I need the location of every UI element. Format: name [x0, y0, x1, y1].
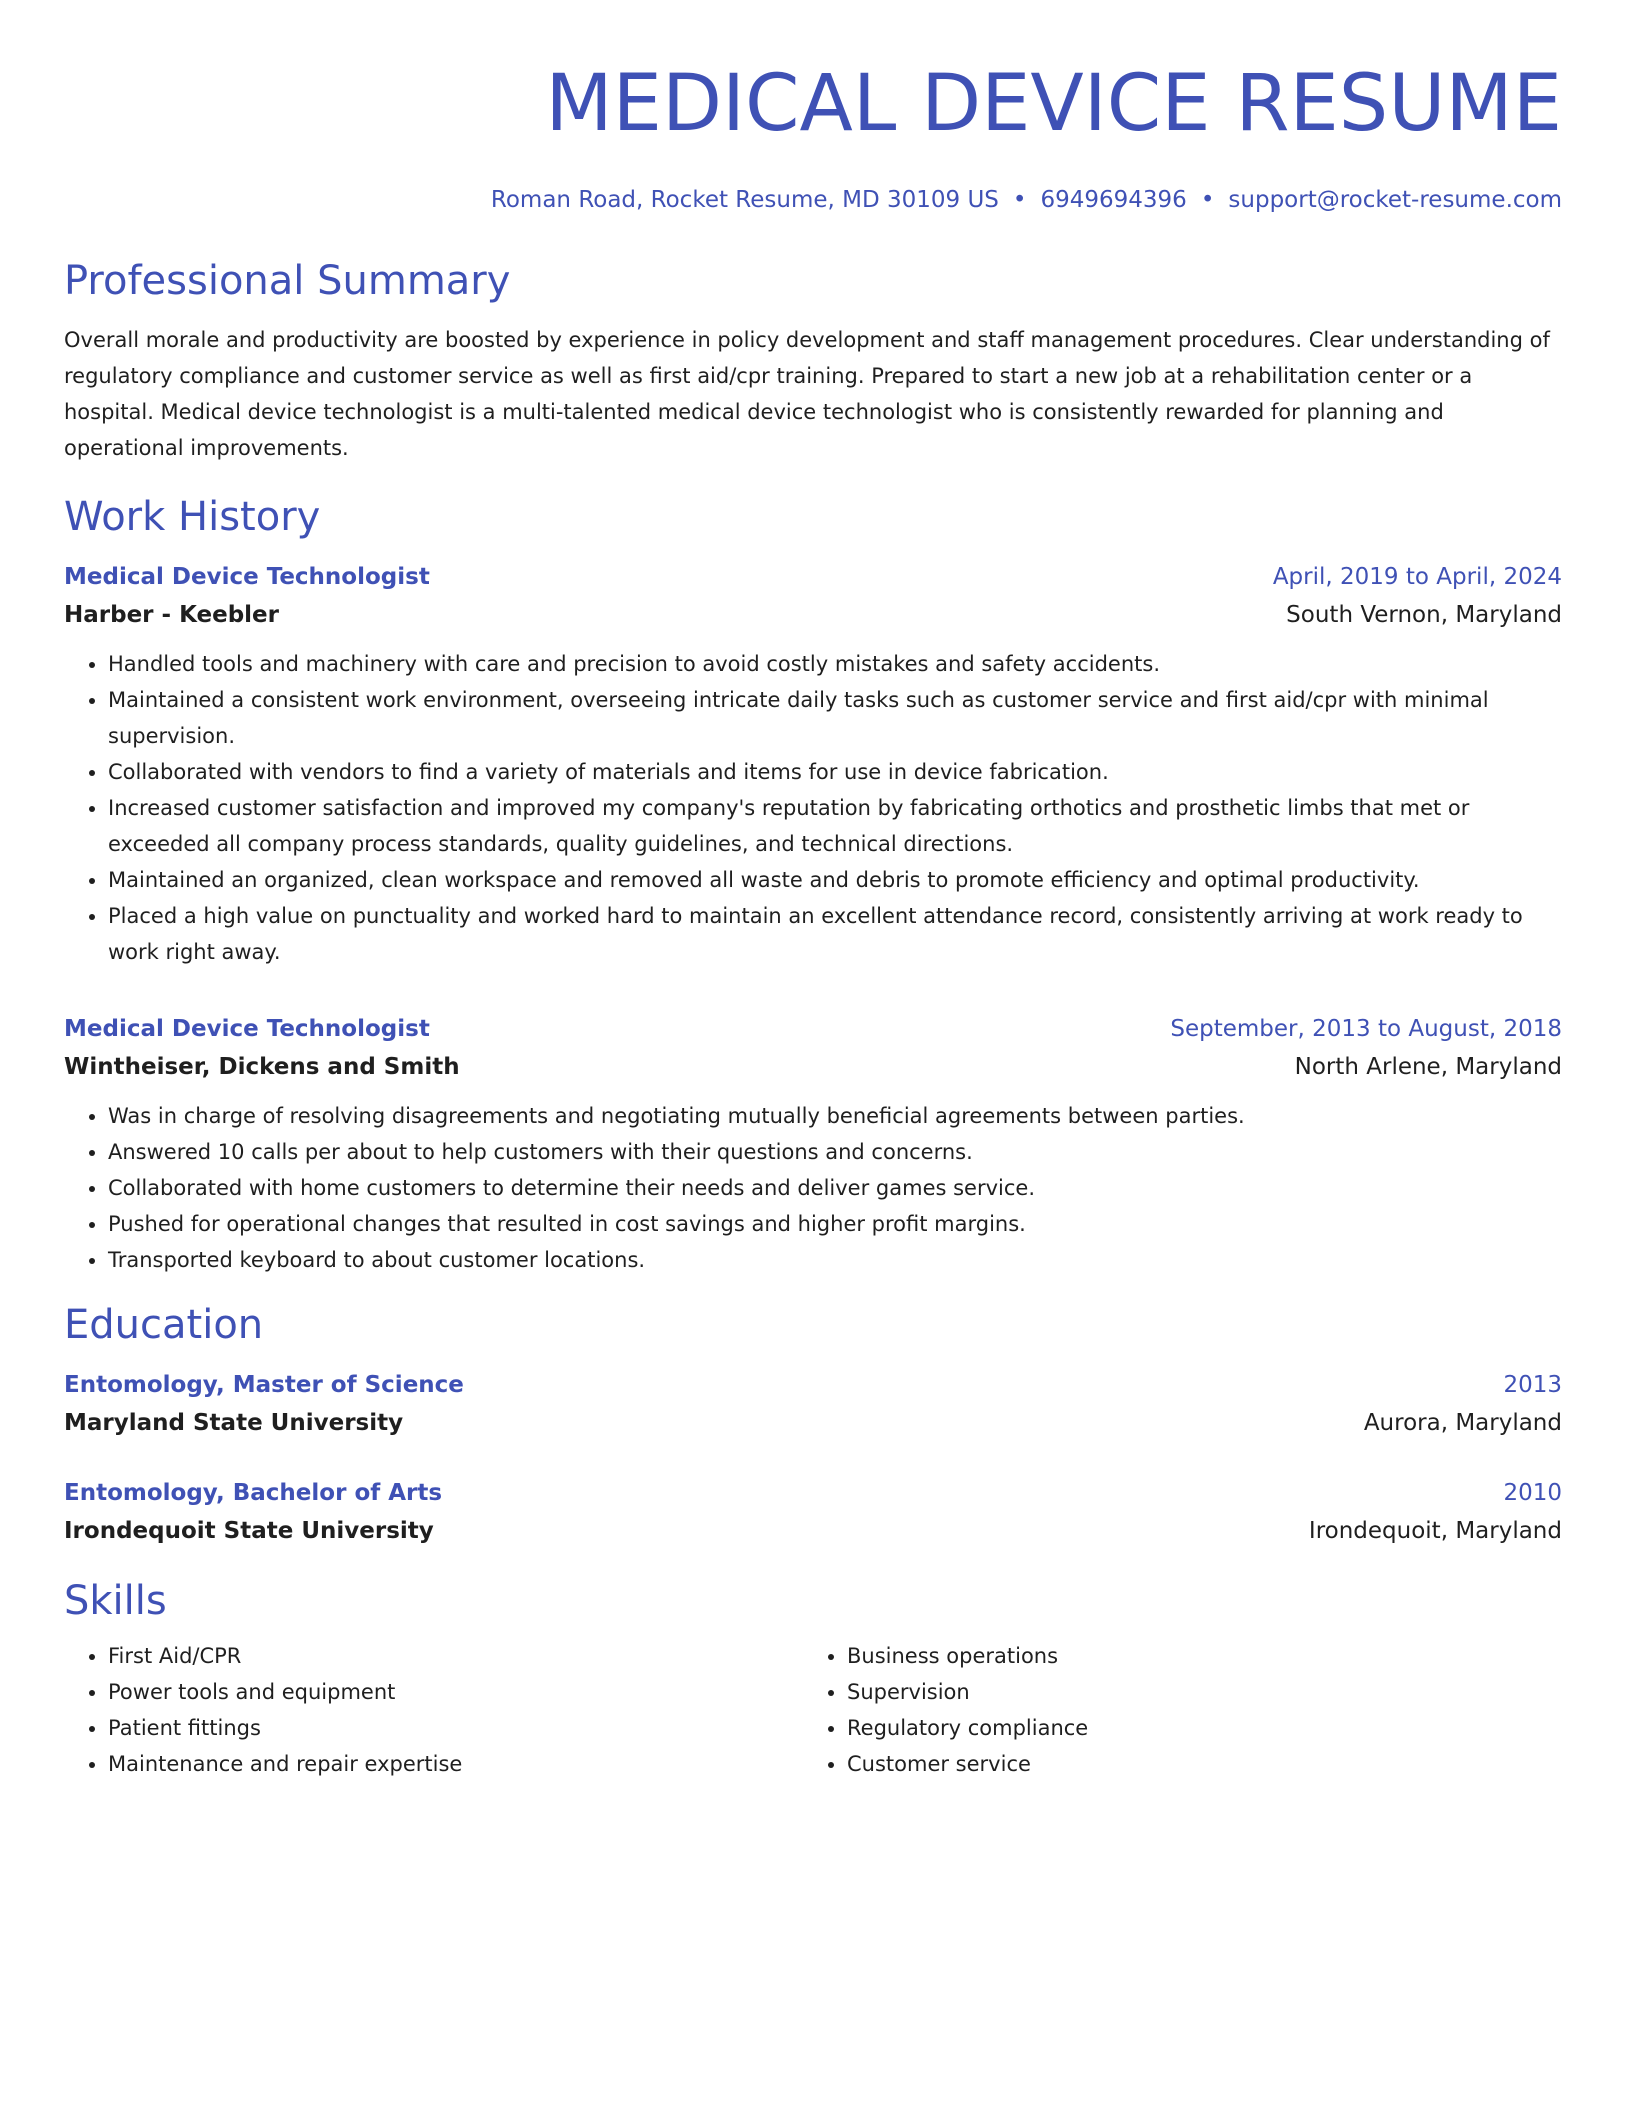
- skill-item: • Maintenance and repair expertise: [108, 1746, 803, 1782]
- job-dates: September, 2013 to August, 2018: [1170, 1016, 1562, 1042]
- contact-email: support@rocket-resume.com: [1228, 187, 1562, 213]
- school-row: [64, 1404, 1562, 1442]
- school-location: Irondequoit, Maryland: [1308, 1518, 1562, 1544]
- job-bullet: • Placed a high value on punctuality and worked hard to maintain an excellent attendance record, consistently arriving at work ready to work right away.: [108, 898, 1562, 970]
- job-title-row: [64, 1010, 1562, 1048]
- resume-title: MEDICAL DEVICE RESUME: [545, 59, 1562, 149]
- job-location: North Arlene, Maryland: [1294, 1054, 1562, 1080]
- job-title-row: [64, 558, 1562, 596]
- skill-item: • Supervision: [847, 1674, 1542, 1710]
- skill-item: • Business operations: [847, 1638, 1542, 1674]
- degree-name: Entomology, Bachelor of Arts: [64, 1480, 443, 1506]
- job-title: Medical Device Technologist: [64, 1016, 430, 1042]
- summary-section: [64, 256, 1562, 466]
- education-heading: Education: [64, 1302, 264, 1348]
- school-name: Maryland State University: [64, 1410, 404, 1436]
- job-bullet: • Increased customer satisfaction and improved my company's reputation by fabricating orthotics and prosthetic limbs that met or exceeded all company process standards, quality guidelines, and technical directions.: [108, 790, 1562, 862]
- job-bullet: • Collaborated with home customers to determine their needs and deliver games service.: [108, 1170, 1562, 1206]
- skills-columns: [64, 1638, 1562, 1782]
- contact-address: Roman Road, Rocket Resume, MD 30109 US: [490, 187, 999, 213]
- contact-separator: •: [1012, 187, 1027, 213]
- job-bullet: • Transported keyboard to about customer locations.: [108, 1242, 1562, 1278]
- graduation-year: 2010: [1503, 1480, 1562, 1506]
- degree-row: [64, 1474, 1562, 1512]
- contact-line: [64, 184, 1562, 216]
- school-location: Aurora, Maryland: [1363, 1410, 1562, 1436]
- work-history-heading: Work History: [64, 494, 321, 540]
- school-row: [64, 1512, 1562, 1550]
- skill-item: • First Aid/CPR: [108, 1638, 803, 1674]
- summary-heading: Professional Summary: [64, 258, 511, 304]
- company-name: Wintheiser, Dickens and Smith: [64, 1054, 460, 1080]
- skills-section: [64, 1576, 1562, 1782]
- skills-heading: Skills: [64, 1578, 167, 1624]
- skills-list-left: [64, 1638, 803, 1782]
- skill-item: • Customer service: [847, 1746, 1542, 1782]
- job-bullets: [64, 1098, 1562, 1278]
- job-bullet: • Answered 10 calls per about to help customers with their questions and concerns.: [108, 1134, 1562, 1170]
- job-bullet: • Pushed for operational changes that resulted in cost savings and higher profit margins.: [108, 1206, 1562, 1242]
- job-bullet: • Collaborated with vendors to find a variety of materials and items for use in device fabrication.: [108, 754, 1562, 790]
- job-title: Medical Device Technologist: [64, 564, 430, 590]
- school-name: Irondequoit State University: [64, 1518, 434, 1544]
- contact-separator: •: [1200, 187, 1215, 213]
- job-dates: April, 2019 to April, 2024: [1272, 564, 1562, 590]
- education-section: [64, 1300, 1562, 1550]
- education-entry: [64, 1366, 1562, 1442]
- education-entry: [64, 1474, 1562, 1550]
- company-row: [64, 596, 1562, 634]
- skills-list-right: [803, 1638, 1542, 1782]
- resume-page: [64, 0, 1562, 1782]
- job-bullets: [64, 646, 1562, 970]
- skill-item: • Regulatory compliance: [847, 1710, 1542, 1746]
- job-bullet: • Maintained an organized, clean workspace and removed all waste and debris to promote efficiency and optimal productivity.: [108, 862, 1562, 898]
- job-location: South Vernon, Maryland: [1286, 602, 1562, 628]
- job-bullet: • Maintained a consistent work environment, overseeing intricate daily tasks such as customer service and first aid/cpr with minimal supervision.: [108, 682, 1562, 754]
- job-entry: [64, 1010, 1562, 1278]
- job-bullet: • Handled tools and machinery with care and precision to avoid costly mistakes and safety accidents.: [108, 646, 1562, 682]
- job-entry: [64, 558, 1562, 970]
- skill-item: • Power tools and equipment: [108, 1674, 803, 1710]
- graduation-year: 2013: [1503, 1372, 1562, 1398]
- skill-item: • Patient fittings: [108, 1710, 803, 1746]
- work-history-section: [64, 492, 1562, 1278]
- summary-text: Overall morale and productivity are boosted by experience in policy development and staff management procedures. Clear understanding of regulatory compliance and customer service as well as first aid/cpr training. Prepared to start a new job at a rehabilitation center or a hospital. Medical device technologist is a multi-talented medical device technologist who is consistently rewarded for planning and operational improvements.: [64, 328, 1550, 460]
- job-bullet: • Was in charge of resolving disagreements and negotiating mutually beneficial agreements between parties.: [108, 1098, 1562, 1134]
- degree-name: Entomology, Master of Science: [64, 1372, 464, 1398]
- degree-row: [64, 1366, 1562, 1404]
- contact-phone: 6949694396: [1040, 187, 1187, 213]
- company-row: [64, 1048, 1562, 1086]
- company-name: Harber - Keebler: [64, 602, 279, 628]
